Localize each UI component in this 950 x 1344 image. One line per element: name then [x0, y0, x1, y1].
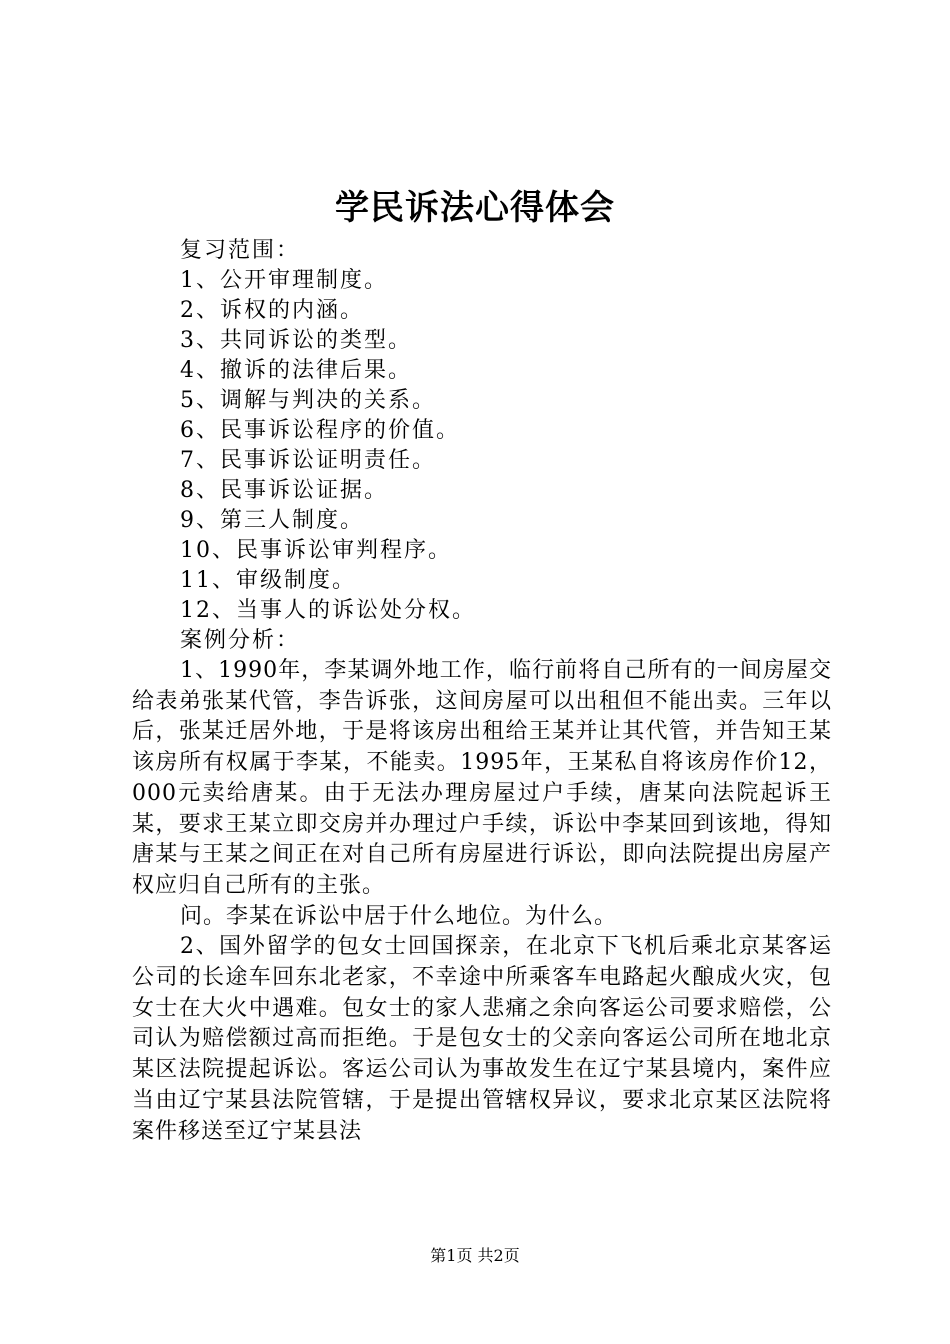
review-heading: 复习范围：: [180, 238, 301, 263]
review-item: 11、审级制度。: [180, 568, 356, 593]
case-heading: 案例分析：: [180, 628, 301, 653]
review-item: 7、民事诉讼证明责任。: [180, 448, 436, 473]
document-title: 学民诉法心得体会: [335, 188, 615, 228]
review-item: 4、撤诉的法律后果。: [180, 358, 412, 383]
review-item: 1、公开审理制度。: [180, 268, 388, 293]
review-item: 8、民事诉讼证据。: [180, 478, 388, 503]
review-item: 3、共同诉讼的类型。: [180, 328, 412, 353]
review-item: 6、民事诉讼程序的价值。: [180, 418, 460, 443]
review-item: 9、第三人制度。: [180, 508, 364, 533]
case-1-question: 问。李某在诉讼中居于什么地位。为什么。: [180, 903, 618, 929]
review-item: 2、诉权的内涵。: [180, 298, 364, 323]
review-item: 10、民事诉讼审判程序。: [180, 538, 452, 563]
page-footer: 第1页 共2页: [430, 1246, 520, 1265]
review-item: 12、当事人的诉讼处分权。: [180, 598, 476, 623]
case-1-paragraph: 1、1990年，李某调外地工作，临行前将自己所有的一间房屋交给表弟张某代管，李告诉张，这间房屋可以出租但不能出卖。三年以后，张某迁居外地，于是将该房出租给王某并让其代管，并告知王某该房所有权属于李某，不能卖。1995年，王某私自将该房作价12，000元卖给唐某。由于无法办理房屋过户手续，唐某向法院起诉王某，要求王某立即交房并办理过户手续，诉讼中李某回到该地，得知唐某与王某之间正在对自己所有房屋进行诉讼，即向法院提出房屋产权应归自己所有的主张。: [132, 658, 833, 898]
review-item: 5、调解与判决的关系。: [180, 388, 436, 413]
document-body: [132, 236, 832, 1147]
case-2-paragraph: 2、国外留学的包女士回国探亲，在北京下飞机后乘北京某客运公司的长途车回东北老家，不幸途中所乘客车电路起火酿成火灾，包女士在大火中遇难。包女士的家人悲痛之余向客运公司要求赔偿，公司认为赔偿额过高而拒绝。于是包女士的父亲向客运公司所在地北京某区法院提起诉讼。客运公司认为事故发生在辽宁某县境内，案件应当由辽宁某县法院管辖，于是提出管辖权异议，要求北京某区法院将案件移送至辽宁某县法: [132, 934, 832, 1144]
